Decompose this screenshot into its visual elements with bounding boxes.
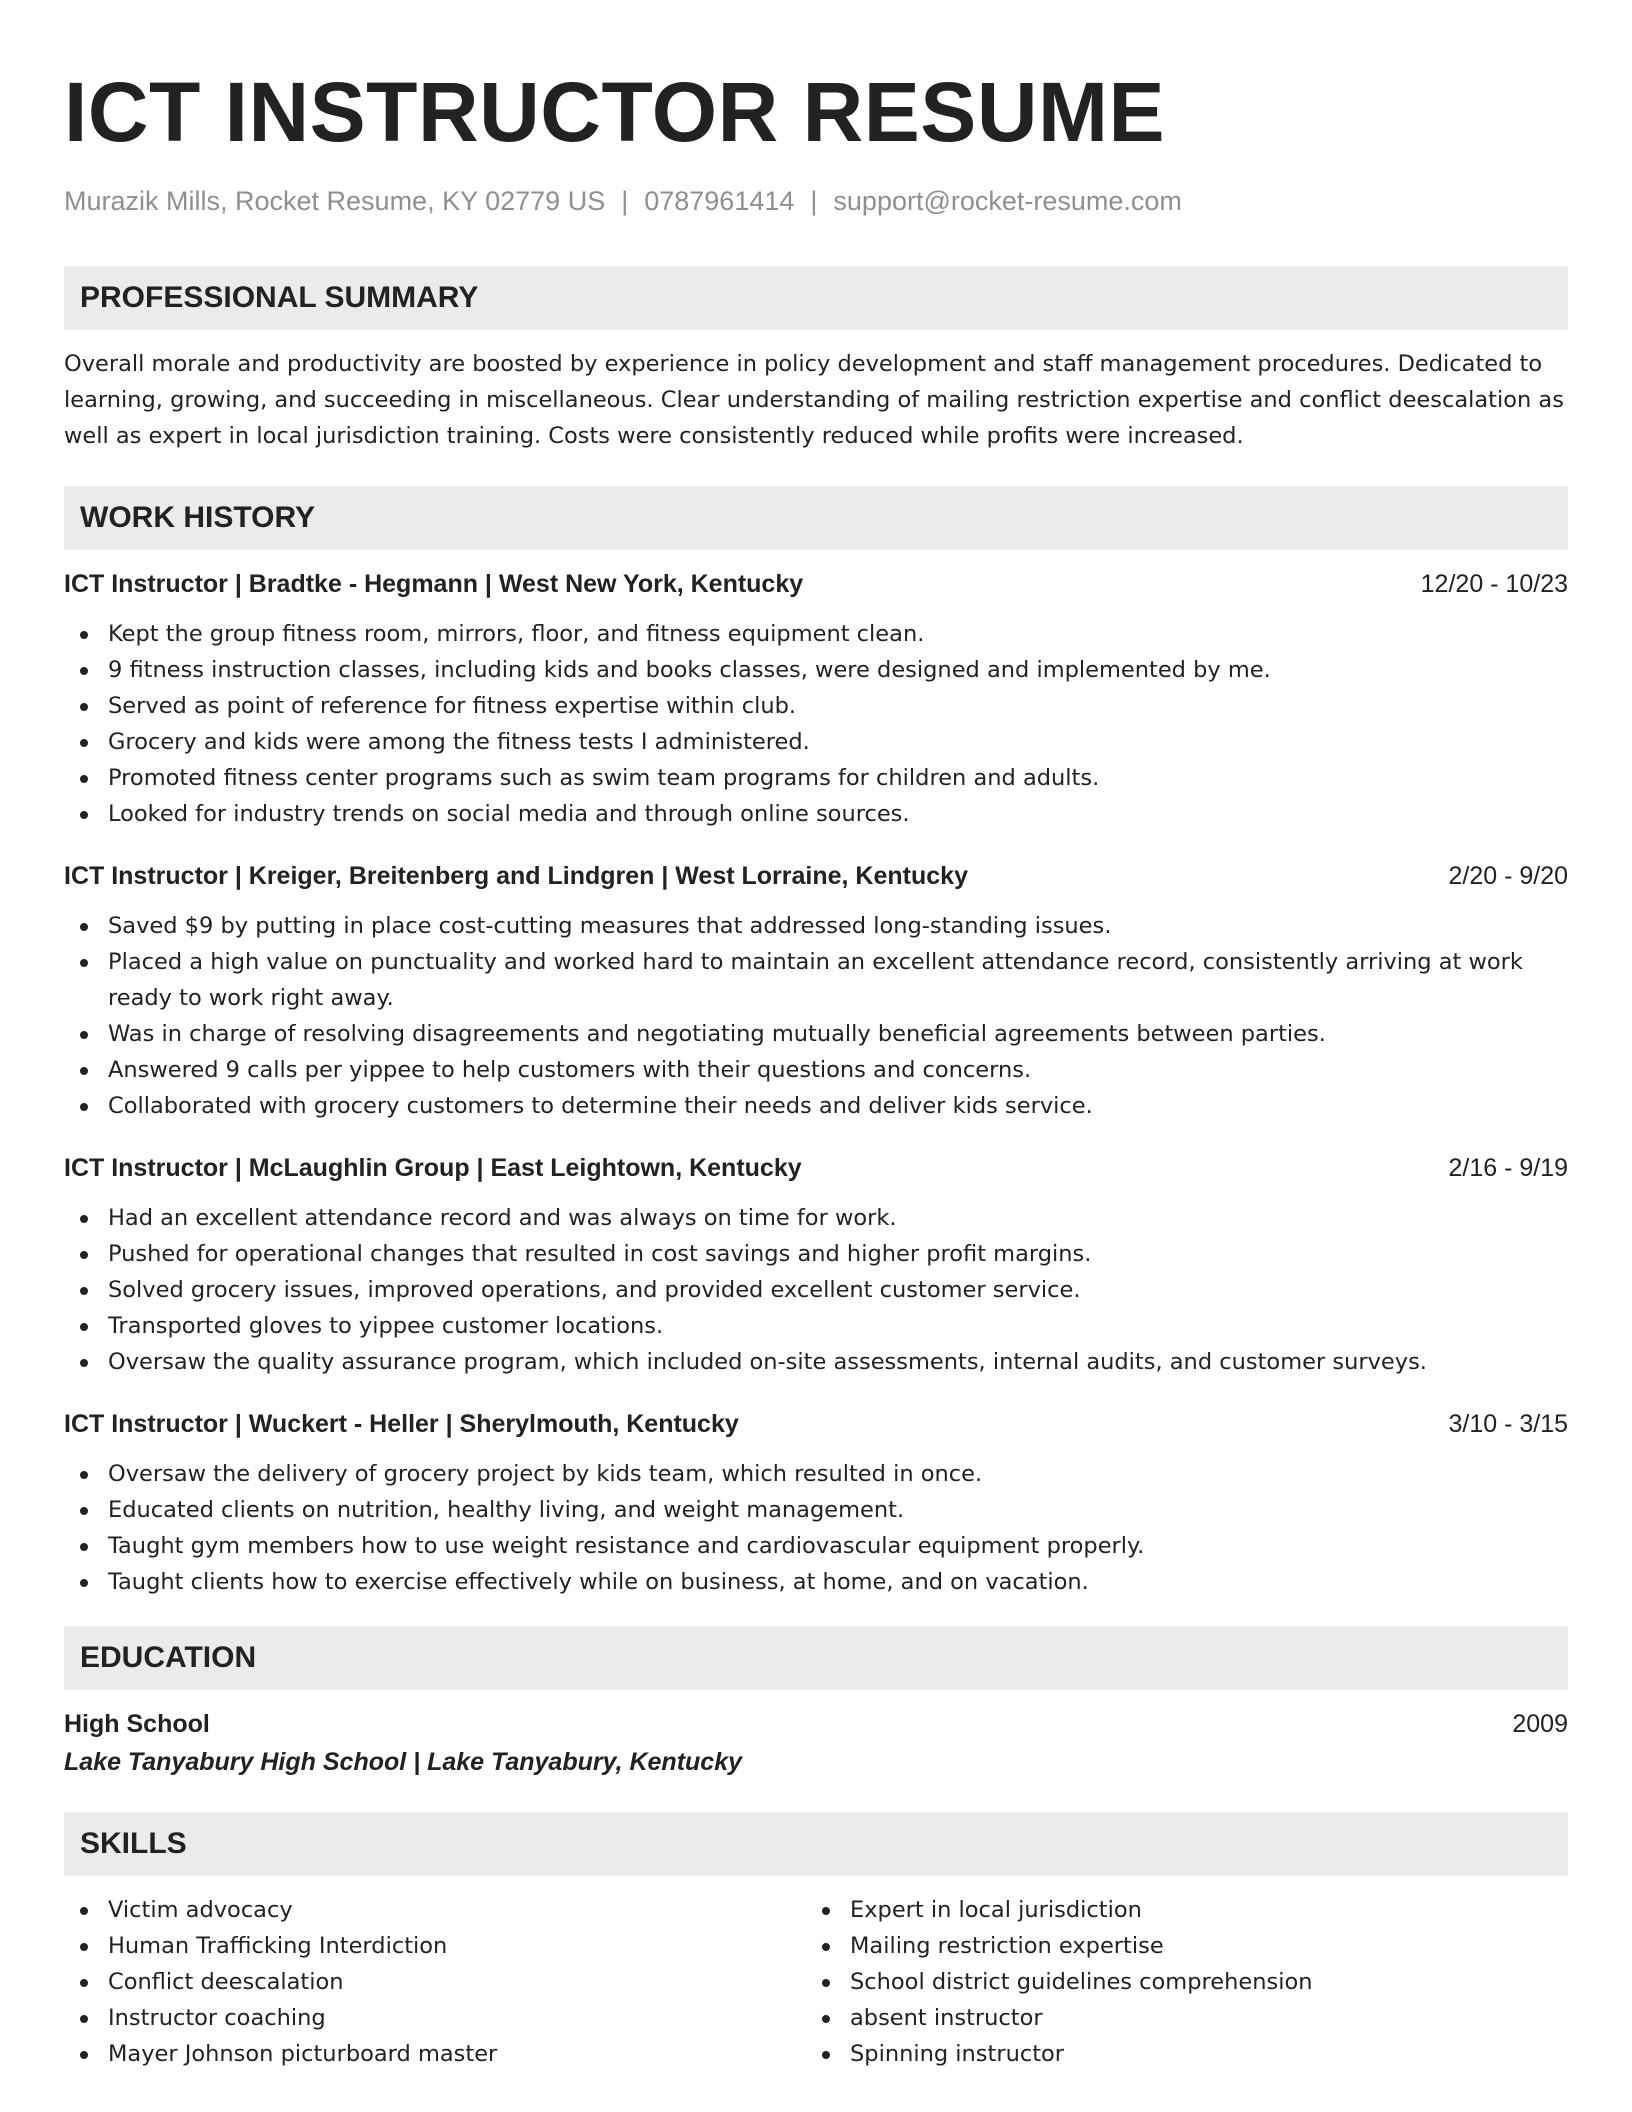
job-title: ICT Instructor | McLaughlin Group | East Leightown, Kentucky: [64, 1154, 802, 1182]
job-entry: [64, 566, 1568, 832]
skill-item: Spinning instructor: [806, 2036, 1548, 2072]
job-bullets: [64, 616, 1568, 832]
job-entry: [64, 1406, 1568, 1600]
job-dates: 3/10 - 3/15: [1448, 1410, 1568, 1438]
bullet-item: Taught clients how to exercise effectively while on business, at home, and on vacation.: [64, 1564, 1568, 1600]
job-title: ICT Instructor | Bradtke - Hegmann | West New York, Kentucky: [64, 570, 804, 598]
education-entry: [64, 1706, 1568, 1742]
bullet-item: Placed a high value on punctuality and worked hard to maintain an excellent attendance record, consistently arriving at work ready to work right away.: [64, 944, 1568, 1016]
contact-separator: |: [810, 186, 818, 216]
bullet-item: Solved grocery issues, improved operations, and provided excellent customer service.: [64, 1272, 1568, 1308]
skill-item: Instructor coaching: [64, 2000, 806, 2036]
education-degree: High School: [64, 1710, 210, 1738]
bullet-item: Looked for industry trends on social media and through online sources.: [64, 796, 1568, 832]
job-bullets: [64, 908, 1568, 1124]
skill-item: absent instructor: [806, 2000, 1548, 2036]
bullet-item: 9 fitness instruction classes, including kids and books classes, were designed and implemented by me.: [64, 652, 1568, 688]
bullet-item: Grocery and kids were among the fitness tests I administered.: [64, 724, 1568, 760]
contact-address: Murazik Mills, Rocket Resume, KY 02779 US: [64, 186, 606, 216]
skill-item: School district guidelines comprehension: [806, 1964, 1548, 2000]
contact-phone: 0787961414: [644, 186, 795, 216]
section-heading-education: EDUCATION: [64, 1626, 1568, 1690]
contact-separator: |: [621, 186, 629, 216]
section-heading-work-history: WORK HISTORY: [64, 486, 1568, 550]
education-school: Lake Tanyabury High School | Lake Tanyabury, Kentucky: [64, 1748, 743, 1776]
education-year: 2009: [1512, 1710, 1568, 1738]
skills-list-left: [64, 1892, 806, 2072]
skill-item: Conflict deescalation: [64, 1964, 806, 2000]
job-dates: 12/20 - 10/23: [1420, 570, 1568, 598]
bullet-item: Had an excellent attendance record and was always on time for work.: [64, 1200, 1568, 1236]
job-bullets: [64, 1456, 1568, 1600]
contact-email: support@rocket-resume.com: [833, 186, 1182, 216]
job-entry: [64, 858, 1568, 1124]
bullet-item: Was in charge of resolving disagreements and negotiating mutually beneficial agreements between parties.: [64, 1016, 1568, 1052]
bullet-item: Pushed for operational changes that resulted in cost savings and higher profit margins.: [64, 1236, 1568, 1272]
skill-item: Human Trafficking Interdiction: [64, 1928, 806, 1964]
skill-item: Mailing restriction expertise: [806, 1928, 1548, 1964]
skill-item: Victim advocacy: [64, 1892, 806, 1928]
bullet-item: Educated clients on nutrition, healthy living, and weight management.: [64, 1492, 1568, 1528]
skills-list-right: [806, 1892, 1548, 2072]
bullet-item: Answered 9 calls per yippee to help customers with their questions and concerns.: [64, 1052, 1568, 1088]
bullet-item: Served as point of reference for fitness expertise within club.: [64, 688, 1568, 724]
bullet-item: Saved $9 by putting in place cost-cutting measures that addressed long-standing issues.: [64, 908, 1568, 944]
job-title: ICT Instructor | Kreiger, Breitenberg and Lindgren | West Lorraine, Kentucky: [64, 862, 968, 890]
bullet-item: Promoted fitness center programs such as swim team programs for children and adults.: [64, 760, 1568, 796]
bullet-item: Kept the group fitness room, mirrors, floor, and fitness equipment clean.: [64, 616, 1568, 652]
bullet-item: Collaborated with grocery customers to determine their needs and deliver kids service.: [64, 1088, 1568, 1124]
bullet-item: Transported gloves to yippee customer locations.: [64, 1308, 1568, 1344]
skills-columns: [64, 1892, 1568, 2072]
summary-text: Overall morale and productivity are boosted by experience in policy development and staff management procedures. Dedicated to learning, growing, and succeeding in miscellaneous. Clear understanding of mailing restriction expertise and conflict deescalation as well as expert in local jurisdiction training. Costs were consistently reduced while profits were increased.: [64, 351, 1564, 449]
job-title: ICT Instructor | Wuckert - Heller | Sherylmouth, Kentucky: [64, 1410, 739, 1438]
section-heading-skills: SKILLS: [64, 1812, 1568, 1876]
section-heading-summary: PROFESSIONAL SUMMARY: [64, 266, 1568, 330]
skill-item: Mayer Johnson picturboard master: [64, 2036, 806, 2072]
resume-title: ICT INSTRUCTOR RESUME: [64, 65, 1165, 159]
bullet-item: Oversaw the quality assurance program, which included on-site assessments, internal audits, and customer surveys.: [64, 1344, 1568, 1380]
job-dates: 2/16 - 9/19: [1448, 1154, 1568, 1182]
skill-item: Expert in local jurisdiction: [806, 1892, 1548, 1928]
job-dates: 2/20 - 9/20: [1448, 862, 1568, 890]
bullet-item: Taught gym members how to use weight resistance and cardiovascular equipment properly.: [64, 1528, 1568, 1564]
contact-line: [64, 184, 1568, 218]
job-entry: [64, 1150, 1568, 1380]
job-bullets: [64, 1200, 1568, 1380]
bullet-item: Oversaw the delivery of grocery project by kids team, which resulted in once.: [64, 1456, 1568, 1492]
